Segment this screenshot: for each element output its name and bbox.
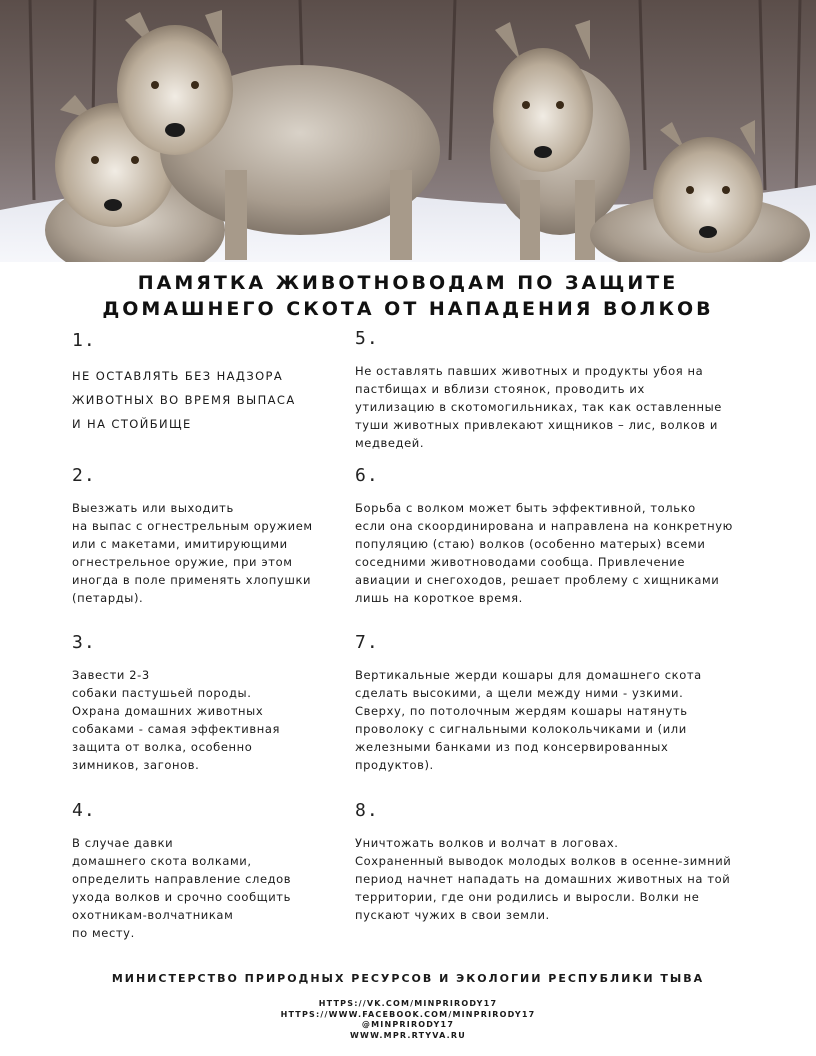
- item-line: пастбищах и вблизи стоянок, проводить их: [355, 382, 645, 396]
- title-line-1: ПАМЯТКА ЖИВОТНОВОДАМ ПО ЗАЩИТЕ: [137, 272, 679, 294]
- item-line: огнестрельное оружие, при этом: [72, 555, 293, 569]
- item-number: 2.: [72, 465, 96, 486]
- item-line: Вертикальные жерди кошары для домашнего скота: [355, 668, 702, 682]
- item-line: если она скоординирована и направлена на конкретную: [355, 519, 733, 533]
- item-8: [355, 800, 731, 924]
- item-line: защита от волка, особенно: [72, 740, 253, 754]
- item-line: соседними животноводами сообща. Привлечение: [355, 555, 686, 569]
- item-line: иногда в поле применять хлопушки: [72, 573, 312, 587]
- item-number: 5.: [355, 328, 379, 349]
- item-number: 3.: [72, 632, 96, 653]
- item-line: медведей.: [355, 436, 425, 450]
- page-title: [0, 270, 816, 322]
- item-line: железными банками из под консервированных: [355, 740, 669, 754]
- item-line: ухода волков и срочно сообщить: [72, 890, 291, 904]
- item-5: [355, 328, 722, 452]
- item-text: [72, 666, 280, 774]
- item-line: Выезжать или выходить: [72, 501, 234, 515]
- item-line: (петарды).: [72, 591, 144, 605]
- item-number: 1.: [72, 330, 96, 351]
- item-number: 4.: [72, 800, 96, 821]
- item-line: зимников, загонов.: [72, 758, 200, 772]
- item-line: на выпас с огнестрельным оружием: [72, 519, 313, 533]
- title-line-2: ДОМАШНЕГО СКОТА ОТ НАПАДЕНИЯ ВОЛКОВ: [102, 298, 714, 320]
- item-line: территории, где они родились и выросли. Волки не: [355, 890, 700, 904]
- item-line: И НА СТОЙБИЩЕ: [72, 417, 192, 431]
- vk-link[interactable]: HTTPS://VK.COM/MINPRIRODY17: [318, 999, 498, 1008]
- item-line: Завести 2-3: [72, 668, 150, 682]
- item-line: популяцию (стаю) волков (особенно матерых) всеми: [355, 537, 706, 551]
- item-line: Уничтожать волков и волчат в логовах.: [355, 836, 619, 850]
- item-line: Сверху, по потолочным жердям кошары натянуть: [355, 704, 688, 718]
- item-line: собаки пастушьей породы.: [72, 686, 252, 700]
- item-text: [355, 362, 722, 452]
- item-line: Охрана домашних животных: [72, 704, 264, 718]
- social-handle[interactable]: @MINPRIRODY17: [361, 1020, 455, 1029]
- item-line: ЖИВОТНЫХ ВО ВРЕМЯ ВЫПАСА: [72, 393, 296, 407]
- item-line: Борьба с волком может быть эффективной, только: [355, 501, 696, 515]
- item-line: В случае давки: [72, 836, 174, 850]
- item-line: или с макетами, имитирующими: [72, 537, 288, 551]
- item-line: туши животных привлекают хищников – лис, волков и: [355, 418, 718, 432]
- item-number: 6.: [355, 465, 379, 486]
- item-1: [72, 330, 296, 436]
- item-7: [355, 632, 702, 774]
- item-line: определить направление следов: [72, 872, 292, 886]
- item-number: 7.: [355, 632, 379, 653]
- ministry-name: МИНИСТЕРСТВО ПРИРОДНЫХ РЕСУРСОВ И ЭКОЛОГИИ РЕСПУБЛИКИ ТЫВА: [111, 972, 705, 985]
- item-line: проволоку с сигнальными колокольчиками и (или: [355, 722, 687, 736]
- item-text: [355, 499, 733, 607]
- item-line: лишь на короткое время.: [355, 591, 523, 605]
- item-text: [72, 499, 313, 607]
- item-line: Не оставлять павших животных и продукты убоя на: [355, 364, 704, 378]
- item-text: [72, 364, 296, 436]
- item-line: период начнет нападать на домашних животных на той: [355, 872, 731, 886]
- facebook-link[interactable]: HTTPS://WWW.FACEBOOK.COM/MINPRIRODY17: [280, 1009, 536, 1019]
- item-text: [355, 834, 731, 924]
- item-number: 8.: [355, 800, 379, 821]
- item-line: авиации и снегоходов, решает проблему с хищниками: [355, 573, 720, 587]
- footer-links: [0, 999, 816, 1041]
- item-line: пускают чужих в свои земли.: [355, 908, 550, 922]
- item-line: охотникам-волчатникам: [72, 908, 234, 922]
- item-line: НЕ ОСТАВЛЯТЬ БЕЗ НАДЗОРА: [72, 369, 284, 383]
- item-text: [72, 834, 291, 942]
- item-line: Сохраненный выводок молодых волков в осенне-зимний: [355, 854, 732, 868]
- item-4: [72, 800, 291, 942]
- item-line: сделать высокими, а щели между ними - узкими.: [355, 686, 684, 700]
- wolves-photo: [0, 0, 816, 262]
- item-text: [355, 666, 702, 774]
- item-2: [72, 465, 313, 607]
- item-line: утилизацию в скотомогильниках, так как оставленные: [355, 400, 722, 414]
- website-link[interactable]: WWW.MPR.RTYVA.RU: [350, 1030, 466, 1040]
- item-3: [72, 632, 280, 774]
- wolves-image: [0, 0, 816, 262]
- item-line: продуктов).: [355, 758, 434, 772]
- item-line: собаками - самая эффективная: [72, 722, 280, 736]
- item-line: по месту.: [72, 926, 135, 940]
- item-line: домашнего скота волками,: [72, 854, 252, 868]
- item-6: [355, 465, 733, 607]
